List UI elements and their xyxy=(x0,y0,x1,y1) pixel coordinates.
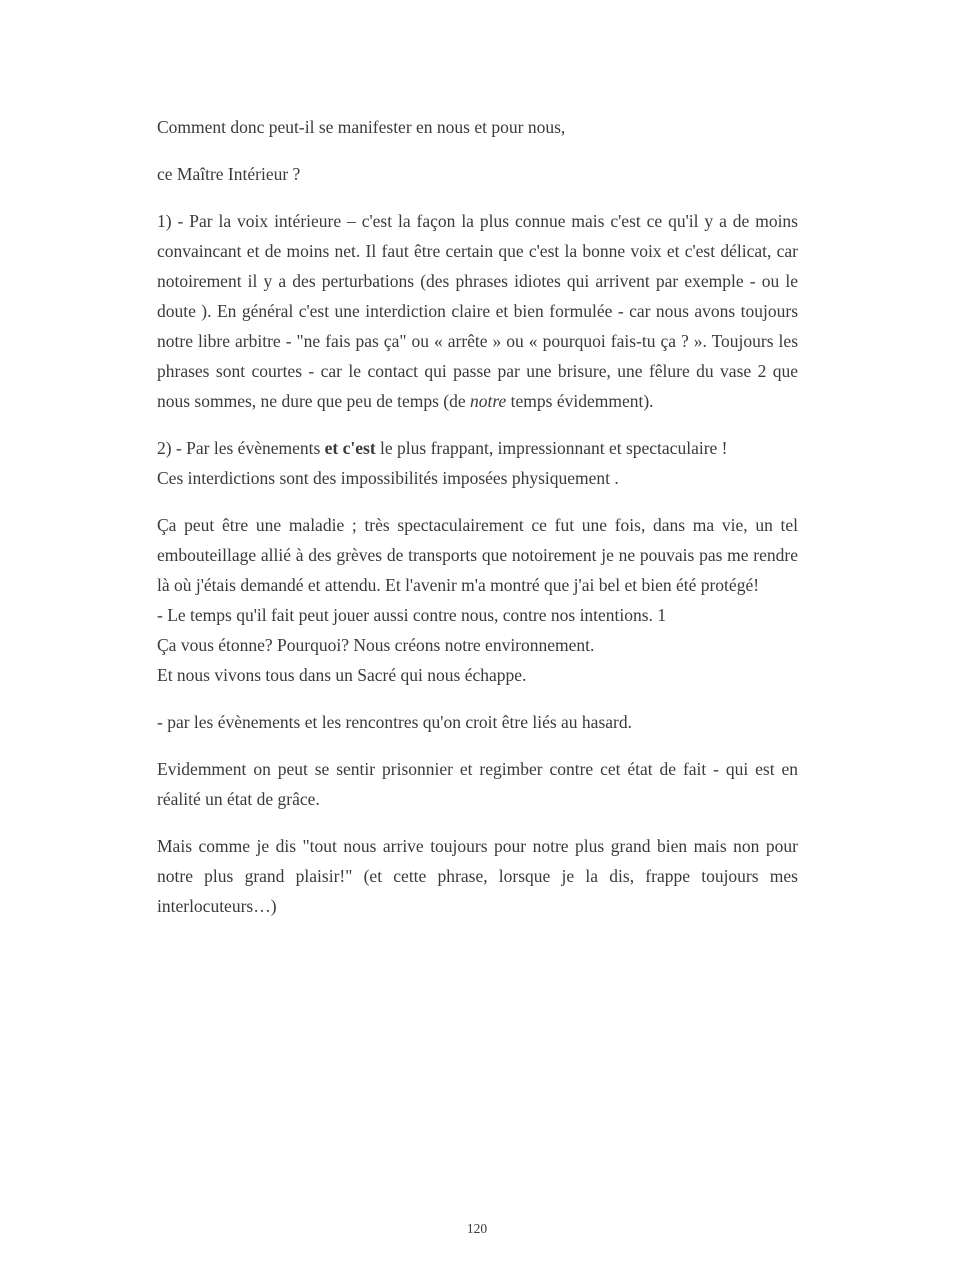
paragraph xyxy=(157,754,798,814)
text-segment: - par les évènements et les rencontres qu'on croit être liés au hasard. xyxy=(157,712,632,732)
paragraph xyxy=(157,510,798,690)
paragraph xyxy=(157,112,798,142)
paragraph xyxy=(157,159,798,189)
text-segment: temps évidemment). xyxy=(506,391,654,411)
text-segment: 1) - Par la voix intérieure – c'est la façon la plus connue mais c'est ce qu'il y a de moins convaincant et de moins net. Il faut être certain que c'est la bonne voix et c'est délicat, car notoirement il y a des perturbations (des phrases idiotes qui arrivent par exemple - ou le doute ). En général c'est une interdiction claire et bien formulée - car nous avons toujours notre libre arbitre - "ne fais pas ça" ou « arrête » ou « pourquoi fais-tu ça ? ». Toujours les phrases sont courtes - car le contact qui passe par une brisure, une fêlure du vase 2 que nous sommes, ne dure que peu de temps (de xyxy=(157,211,798,411)
paragraph xyxy=(157,707,798,737)
paragraph xyxy=(157,433,798,493)
text-segment: Ces interdictions sont des impossibilités imposées physiquement . xyxy=(157,468,619,488)
text-segment: Mais comme je dis "tout nous arrive toujours pour notre plus grand bien mais non pour notre plus grand plaisir!" (et cette phrase, lorsque je la dis, frappe toujours mes interlocuteurs…) xyxy=(157,836,798,916)
text-segment: 2) - Par les évènements xyxy=(157,438,325,458)
text-segment: ce Maître Intérieur ? xyxy=(157,164,301,184)
page-body xyxy=(157,112,798,938)
text-segment-italic: notre xyxy=(469,391,507,411)
paragraph xyxy=(157,831,798,921)
text-segment-bold: et c'est xyxy=(324,438,376,458)
text-segment: Evidemment on peut se sentir prisonnier et regimber contre cet état de fait - qui est en réalité un état de grâce. xyxy=(157,759,798,809)
paragraph xyxy=(157,206,798,416)
text-segment: - Le temps qu'il fait peut jouer aussi contre nous, contre nos intentions. 1 xyxy=(157,605,667,625)
text-segment: Et nous vivons tous dans un Sacré qui nous échappe. xyxy=(157,665,527,685)
page-number: 120 xyxy=(466,1221,488,1236)
text-segment: le plus frappant, impressionnant et spectaculaire ! xyxy=(375,438,728,458)
text-segment: Ça vous étonne? Pourquoi? Nous créons notre environnement. xyxy=(157,635,595,655)
page-footer xyxy=(0,1220,954,1238)
text-segment: Ça peut être une maladie ; très spectaculairement ce fut une fois, dans ma vie, un tel embouteillage allié à des grèves de transports que notoirement je ne pouvais pas me rendre là où j'étais demandé et attendu. Et l'avenir m'a montré que j'ai bel et bien été protégé! xyxy=(157,515,798,595)
text-segment: Comment donc peut-il se manifester en nous et pour nous, xyxy=(157,117,566,137)
